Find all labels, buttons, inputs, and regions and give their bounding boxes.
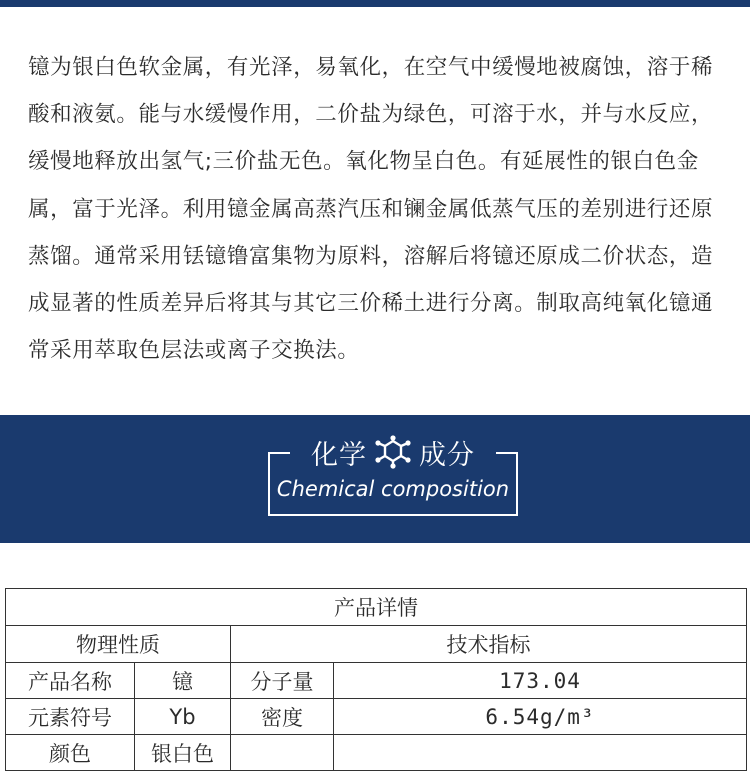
tech-label [231, 735, 334, 771]
molecule-icon [373, 435, 413, 469]
table-row [6, 699, 747, 735]
row-label: 产品名称 [6, 663, 135, 699]
section-title-left: 化学 [311, 439, 367, 471]
tech-label: 分子量 [231, 663, 334, 699]
tech-value [334, 735, 747, 771]
physical-properties-header: 物理性质 [6, 626, 231, 663]
top-accent-bar [0, 0, 750, 7]
row-value: 银白色 [135, 735, 231, 771]
section-title-right: 成分 [419, 439, 475, 471]
row-label: 颜色 [6, 735, 135, 771]
table-caption: 产品详情 [6, 589, 747, 626]
product-description: 镱为银白色软金属，有光泽，易氧化，在空气中缓慢地被腐蚀，溶于稀酸和液氨。能与水缓慢作用，二价盐为绿色，可溶于水，并与水反应，缓慢地释放出氢气;三价盐无色。氧化物呈白色。有延展性的银白色金属，富于光泽。利用镱金属高蒸汽压和镧金属低蒸气压的差别进行还原蒸馏。通常采用铥镱镥富集物为原料，溶解后将镱还原成二价状态，造成显著的性质差异后将其与其它三价稀土进行分离。制取高纯氧化镱通常采用萃取色层法或离子交换法。 [28, 55, 714, 364]
tech-label: 密度 [231, 699, 334, 735]
tech-value: 173.04 [334, 663, 747, 699]
table-row [6, 663, 747, 699]
technical-specs-header: 技术指标 [231, 626, 747, 663]
row-label: 元素符号 [6, 699, 135, 735]
section-title [290, 432, 496, 472]
table-row [6, 735, 747, 771]
product-spec-table [5, 588, 747, 771]
table-caption-row [6, 589, 747, 626]
tech-value: 6.54g/m³ [334, 699, 747, 735]
section-subtitle: Chemical composition [276, 477, 510, 501]
table-header-row [6, 626, 747, 663]
row-value: 镱 [135, 663, 231, 699]
row-value: Yb [135, 699, 231, 735]
